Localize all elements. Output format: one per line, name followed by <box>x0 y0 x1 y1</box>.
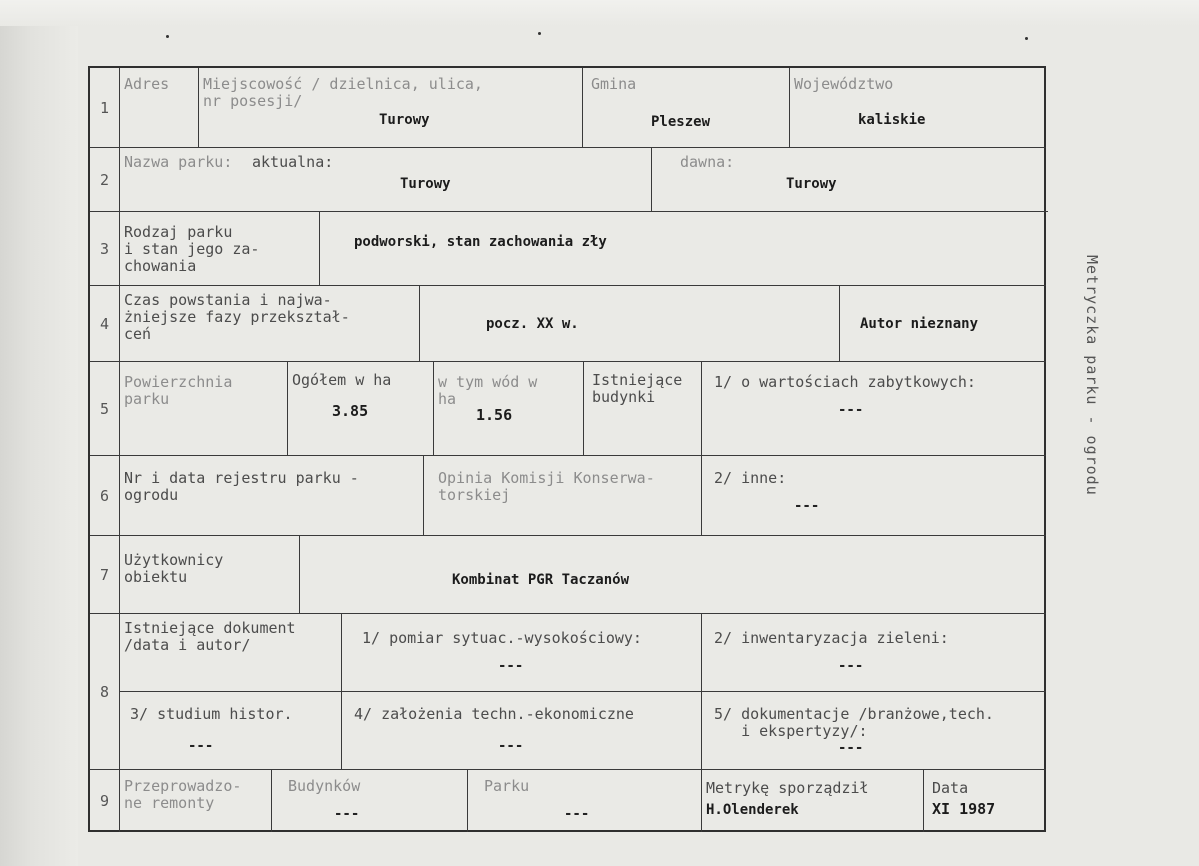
inwentaryzacja-cell <box>702 614 1046 692</box>
dokumentacje-label: 5/ dokumentacje /branżowe,tech. i ekspertyzy/: <box>714 705 994 740</box>
wojewodztwo-label: Województwo <box>794 75 894 93</box>
parku-label: Parku <box>484 777 530 795</box>
dawna-value: Turowy <box>786 176 837 192</box>
budynki-cell <box>584 362 702 456</box>
uzytkownicy-cell <box>120 536 300 614</box>
dokumentacje-cell <box>702 692 1046 770</box>
autor-value: Autor nieznany <box>860 316 979 332</box>
gmina-value: Pleszew <box>651 114 711 130</box>
uzytkownicy-value-cell <box>300 536 1046 614</box>
rejestr-label: Nr i data rejestru parku - ogrodu <box>124 469 359 504</box>
czas-value-cell <box>420 286 840 362</box>
row-number: 1 <box>90 68 120 148</box>
rejestr-cell <box>120 456 424 536</box>
studium-cell <box>120 692 342 770</box>
punch-mark <box>166 35 169 38</box>
dawna-cell <box>651 148 1046 212</box>
data-cell <box>924 770 1046 832</box>
wtym-value: 1.56 <box>476 406 513 424</box>
wtym-cell <box>434 362 584 456</box>
wartosci-value: --- <box>838 402 864 418</box>
row-number: 2 <box>90 148 120 212</box>
miejscowosc-value: Turowy <box>379 112 430 128</box>
inne-label: 2/ inne: <box>714 469 787 487</box>
ogolem-label: Ogółem w ha <box>292 371 392 389</box>
ogolem-cell <box>288 362 434 456</box>
budynkow-label: Budynków <box>288 777 361 795</box>
wojewodztwo-cell <box>790 68 1046 148</box>
side-title: Metryczka parku - ogrodu <box>1083 255 1101 496</box>
nazwa-label: Nazwa parku: <box>124 153 233 171</box>
parku-value: --- <box>564 806 590 822</box>
row-number: 9 <box>90 770 120 832</box>
parku-cell <box>468 770 702 832</box>
powierzchnia-cell <box>120 362 288 456</box>
budynkow-cell <box>272 770 468 832</box>
dokumentacje-value: --- <box>838 740 864 756</box>
miejscowosc-cell <box>199 68 583 148</box>
row-number: 4 <box>90 286 120 362</box>
adres-label: Adres <box>124 75 170 93</box>
wtym-label: w tym wód w ha <box>438 373 538 408</box>
sporzadzil-label: Metrykę sporządził <box>706 779 869 797</box>
data-label: Data <box>932 779 969 797</box>
czas-cell <box>120 286 420 362</box>
pomiar-cell <box>342 614 702 692</box>
scan-top <box>0 0 1199 26</box>
gmina-cell <box>583 68 790 148</box>
wojewodztwo-value: kaliskie <box>858 112 926 128</box>
studium-value: --- <box>188 738 214 754</box>
budynkow-value: --- <box>334 806 360 822</box>
opinia-cell <box>424 456 702 536</box>
inwentaryzacja-value: --- <box>838 658 864 674</box>
adres-cell <box>120 68 199 148</box>
aktualna-label: aktualna: <box>252 153 334 171</box>
ogolem-value: 3.85 <box>332 402 369 420</box>
punch-mark <box>1025 37 1028 40</box>
rodzaj-cell <box>120 212 320 286</box>
row-number: 3 <box>90 212 120 286</box>
dokumenty-cell <box>120 614 342 692</box>
inwentaryzacja-label: 2/ inwentaryzacja zieleni: <box>714 629 949 647</box>
sporzadzil-cell <box>702 770 924 832</box>
park-form <box>88 66 1046 832</box>
rodzaj-value: podworski, stan zachowania zły <box>354 234 607 250</box>
pomiar-label: 1/ pomiar sytuac.-wysokościowy: <box>362 629 642 647</box>
sporzadzil-value: H.Olenderek <box>706 802 799 818</box>
dawna-label: dawna: <box>680 153 735 171</box>
row-number: 8 <box>90 614 120 770</box>
data-value: XI 1987 <box>932 800 996 818</box>
budynki-label: Istniejące budynki <box>592 371 683 406</box>
czas-label: Czas powstania i najwa- żniejsze fazy przekształ- ceń <box>124 291 350 343</box>
pomiar-value: --- <box>498 658 524 674</box>
row-number: 7 <box>90 536 120 614</box>
punch-mark <box>538 32 541 35</box>
zalozenia-cell <box>342 692 702 770</box>
uzytkownicy-label: Użytkownicy obiektu <box>124 551 224 586</box>
zalozenia-value: --- <box>498 738 524 754</box>
miejscowosc-label: Miejscowość / dzielnica, ulica, nr posesji/ <box>203 75 483 110</box>
aktualna-value: Turowy <box>400 176 451 192</box>
opinia-label: Opinia Komisji Konserwa- torskiej <box>438 469 655 504</box>
uzytkownicy-value: Kombinat PGR Taczanów <box>452 572 630 588</box>
rodzaj-label: Rodzaj parku i stan jego za- chowania <box>124 223 260 275</box>
row-number: 6 <box>90 456 120 536</box>
powierzchnia-label: Powierzchnia parku <box>124 373 233 408</box>
autor-cell <box>840 286 1046 362</box>
inne-value: --- <box>794 498 820 514</box>
czas-value: pocz. XX w. <box>486 316 579 332</box>
row-number: 5 <box>90 362 120 456</box>
inne-cell <box>702 456 1046 536</box>
remonty-cell <box>120 770 272 832</box>
dokumenty-label: Istniejące dokument /data i autor/ <box>124 619 296 654</box>
scan-edge <box>0 0 78 866</box>
rodzaj-value-cell <box>320 212 1046 286</box>
studium-label: 3/ studium histor. <box>130 705 293 723</box>
zalozenia-label: 4/ założenia techn.-ekonomiczne <box>354 705 634 723</box>
remonty-label: Przeprowadzo- ne remonty <box>124 777 242 812</box>
wartosci-cell <box>702 362 1046 456</box>
gmina-label: Gmina <box>591 75 637 93</box>
wartosci-label: 1/ o wartościach zabytkowych: <box>714 373 976 391</box>
